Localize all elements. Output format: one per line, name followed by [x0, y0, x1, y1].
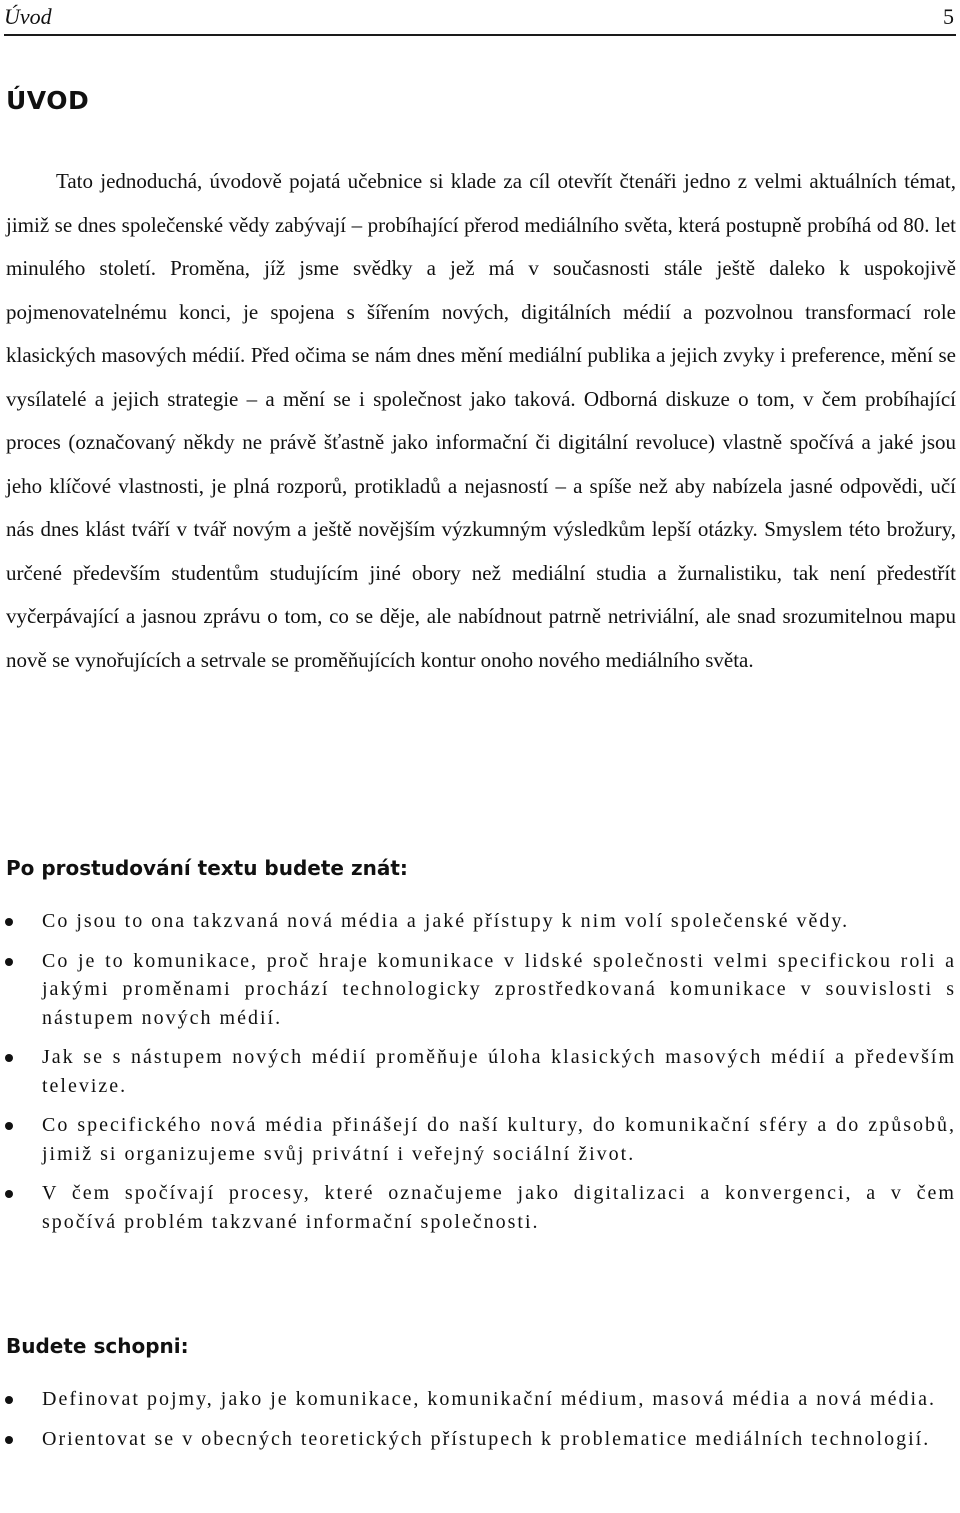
page-number: 5: [943, 4, 954, 29]
list-item-text: Definovat pojmy, jako je komunikace, komunikační médium, masová média a nová média.: [42, 1388, 936, 1410]
list-item: [0, 1043, 956, 1100]
bullet-icon: [5, 958, 13, 966]
list-item-text: Orientovat se v obecných teoretických přístupech k problematice mediálních technologií.: [42, 1427, 931, 1450]
learning-outcomes-list: [0, 907, 956, 1247]
chapter-title: ÚVOD: [6, 86, 90, 115]
list-item-text: V čem spočívají procesy, které označujeme jako digitalizaci a konvergenci, a v čem spočívá problém takzvané informační společnosti.: [42, 1182, 956, 1233]
skills-list: [0, 1385, 956, 1464]
list-item: [0, 1425, 956, 1454]
bullet-icon: [5, 1122, 13, 1130]
list-item: [0, 907, 956, 936]
bullet-icon: [5, 1190, 13, 1198]
list-item-text: Co specifického nová média přinášejí do naší kultury, do komunikační sféry a do způsobů, jimiž si organizujeme svůj privátní i veřejný sociální život.: [42, 1114, 956, 1165]
list-item: [0, 1385, 956, 1414]
list-item-text: Jak se s nástupem nových médií proměňuje úloha klasických masových médií a především televize.: [42, 1046, 956, 1097]
running-header: [4, 0, 956, 36]
list-item-text: Co jsou to ona takzvaná nová média a jaké přístupy k nim volí společenské vědy.: [42, 910, 850, 932]
list-item: [0, 947, 956, 1033]
bullet-icon: [5, 1054, 13, 1062]
running-header-title: Úvod: [4, 4, 52, 29]
list-item: [0, 1179, 956, 1236]
bullet-icon: [5, 918, 13, 926]
learning-outcomes-heading: Po prostudování textu budete znát:: [6, 856, 408, 880]
bullet-icon: [5, 1396, 13, 1404]
list-item-text: Co je to komunikace, proč hraje komunikace v lidské společnosti velmi specifickou roli a jakými proměnami prochází technologicky zprostředkovaná komunikace v souvislosti s nástupem nových médií.: [42, 949, 956, 1029]
bullet-icon: [5, 1436, 13, 1444]
list-item: [0, 1111, 956, 1168]
skills-heading: Budete schopni:: [6, 1334, 189, 1358]
intro-paragraph: Tato jednoduchá, úvodově pojatá učebnice si klade za cíl otevřít čtenáři jedno z velmi aktuálních témat, jimiž se dnes společenské vědy zabývají – probíhající přerod mediálního světa, která postupně probíhá od 80. let minulého století. Proměna, jíž jsme svědky a jež má v současnosti stále ještě daleko k uspokojivě pojmenovatelnému konci, je spojena s šířením nových, digitálních médií a pozvolnou transformací role klasických masových médií. Před očima se nám dnes mění mediální publika a jejich zvyky i preference, mění se vysílatelé a jejich strategie – a mění se i společnost jako taková. Odborná diskuze o tom, v čem probíhající proces (označovaný někdy ne právě šťastně jako informační či digitální revoluce) vlastně spočívá a jaké jsou jeho klíčové vlastnosti, je plná rozporů, protikladů a nejasností – a spíše než aby nabízela jasné odpovědi, učí nás dnes klást tváří v tvář novým a ještě novějším výzkumným výsledkům lepší otázky. Smyslem této brožury, určené především studentům studujícím jiné obory než mediální studia a žurnalistiku, tak není předestřít vyčerpávající a jasnou zprávu o tom, co se děje, ale nabídnout patrně netriviální, ale snad srozumitelnou mapu nově se vynořujících a setrvale se proměňujících kontur onoho nového mediálního světa.: [6, 169, 956, 672]
